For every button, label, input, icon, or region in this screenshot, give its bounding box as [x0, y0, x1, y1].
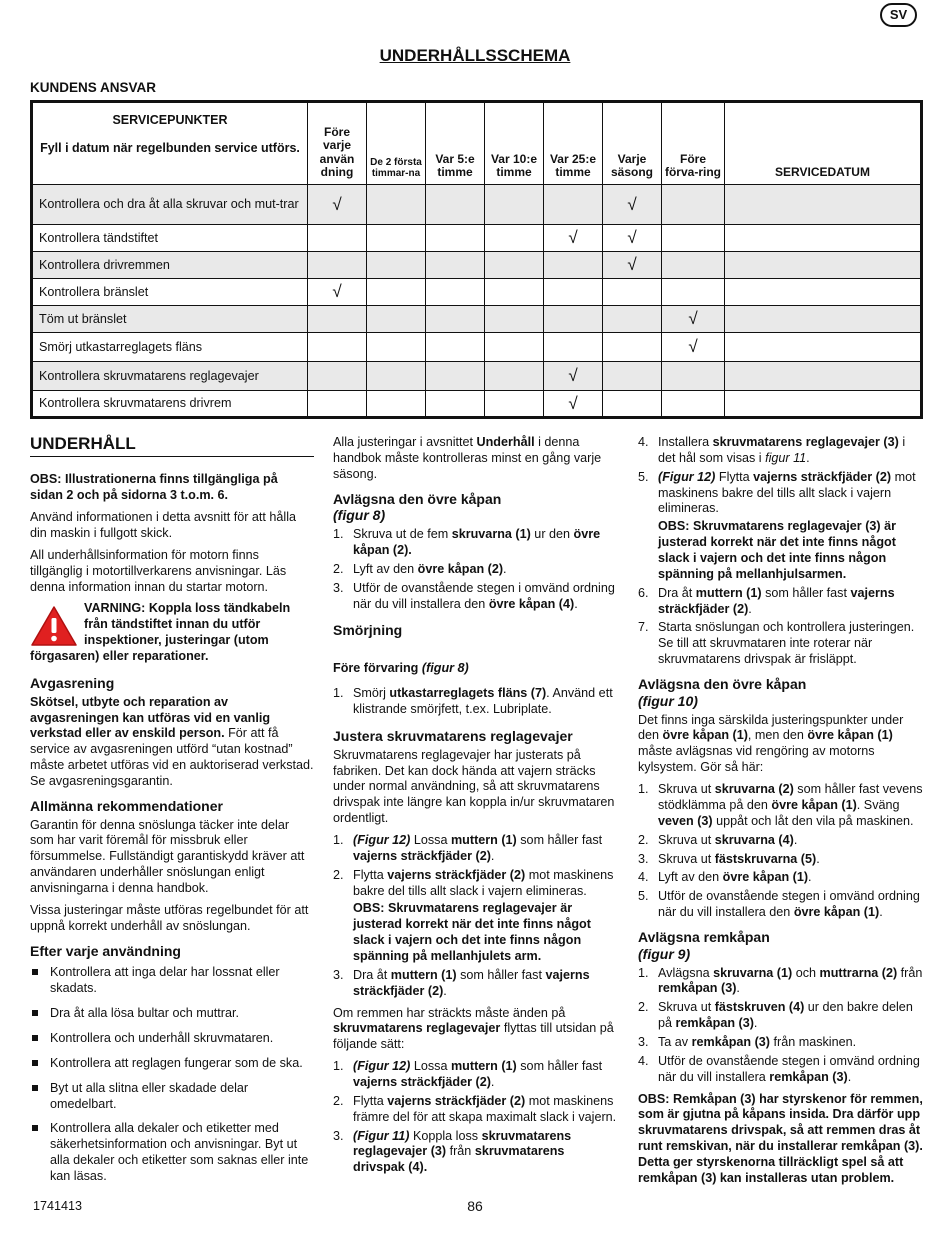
heading-smorjning: Smörjning: [333, 622, 403, 639]
check-cell: √: [544, 225, 603, 252]
section-label: KUNDENS ANSVAR: [30, 80, 157, 95]
check-cell: √: [603, 185, 662, 225]
table-row: [32, 225, 922, 252]
document-code: 1741413: [33, 1199, 83, 1213]
heading-justera-reglagevajer: Justera skruvmatarens reglagevajer: [333, 727, 573, 744]
table-row: [32, 185, 922, 225]
header-col: Var 25:e timme: [544, 102, 603, 185]
list-item: 1. Avlägsna skruvarna (1) och muttrarna (2) från remkåpan (3).: [638, 965, 923, 996]
list-item: 7. Starta snöslungan och kontrollera justeringen. Se till att skruvmataren inte roterar när skruvmatarens drivspak är frisläppt.: [638, 620, 915, 667]
heading-avgasrening: Avgasrening: [30, 674, 115, 691]
service-date-cell: [725, 279, 922, 306]
list-item: 5. Utför de ovanstående stegen i omvänd ordning när du vill installera den övre kåpan (1).: [638, 889, 920, 920]
list-item: 5. (Figur 12) Flytta vajerns sträckfjäder (2) mot maskinens bakre del tills allt slack i vajern elimineras. OBS: Skruvmatarens reglagevajer (3) är justerad korrekt när det inte finns något slack i vajern och det inte finns någon spänning på mellanhjulsarmen.: [638, 469, 916, 581]
header-col: Före förva-ring: [662, 102, 725, 185]
header-col: Varje säsong: [603, 102, 662, 185]
heading-allmanna: Allmänna rekommendationer: [30, 797, 223, 814]
empty-cell: [426, 185, 485, 225]
check-cell: √: [544, 391, 603, 418]
obs-note: OBS: Illustrationerna finns tillgängliga på sidan 2 och på sidorna 3 t.o.m. 6.: [30, 472, 278, 503]
empty-cell: [662, 391, 725, 418]
list-item: 2. Skruva ut fästskruven (4) ur den bakre delen på remkåpan (3).: [638, 1000, 913, 1031]
header-col: De 2 första timmar-na: [367, 102, 426, 185]
obs-note: OBS: Remkåpan (3) har styrskenor för remmen, som är gjutna på kåpans insida. Dra därför upp skruvmatarens drivspak, så att remmen dras åt runt remskivan, när du installerar remkåpan (3). Detta ger styrskenorna tillräckligt spel så att remkåpan (3) kan installeras utan problem.: [638, 1091, 923, 1185]
empty-cell: [485, 252, 544, 279]
empty-cell: [426, 333, 485, 362]
heading-avlagsna-ovre-kapan-2: Avlägsna den övre kåpan (figur 10): [638, 676, 807, 709]
empty-cell: [367, 252, 426, 279]
check-cell: √: [603, 225, 662, 252]
paragraph: Garantin för denna snöslunga täcker inte delar som har varit föremål för missbruk eller försummelse. Fullständigt garantiskydd kräver att användaren underhåller snöslungan enligt anvisningarna i denna handbok.: [30, 817, 305, 896]
page-title: UNDERHÅLLSSCHEMA: [379, 46, 571, 65]
list-item: Kontrollera att reglagen fungerar som de ska.: [30, 1056, 314, 1072]
column-2: [333, 435, 617, 1182]
list-item: Byt ut alla slitna eller skadade delar omedelbart.: [30, 1081, 314, 1113]
list-item: 2. Flytta vajerns sträckfjäder (2) mot maskinens bakre del tills allt slack i vajern elimineras. OBS: Skruvmatarens reglagevajer är justerad korrekt när det inte finns något slack i vajern och det inte finns någon spänning på mellanhjulets arm.: [333, 867, 614, 963]
table-header-row: [32, 102, 922, 185]
paragraph: Om remmen har sträckts måste änden på skruvmatarens reglagevajer flyttas till utsidan på följande sätt:: [333, 1005, 614, 1052]
step-list: [333, 1059, 617, 1176]
step-list: [333, 833, 617, 1000]
empty-cell: [485, 362, 544, 391]
list-item: 4. Lyft av den övre kåpan (1).: [638, 870, 812, 885]
list-item: 3. (Figur 11) Koppla loss skruvmatarens reglagevajer (3) från skruvmatarens drivspak (4).: [333, 1128, 572, 1175]
empty-cell: [426, 306, 485, 333]
paragraph: All underhållsinformation för motorn finns tillgänglig i motortillverkarens anvisningar. Läs denna information innan du startar motorn.: [30, 547, 287, 594]
empty-cell: [426, 391, 485, 418]
empty-cell: [603, 362, 662, 391]
language-badge: SV: [880, 3, 917, 27]
list-item: 1. (Figur 12) Lossa muttern (1) som håller fast vajerns sträckfjäder (2).: [333, 832, 603, 863]
empty-cell: [308, 306, 367, 333]
check-cell: √: [662, 306, 725, 333]
paragraph: Alla justeringar i avsnittet Underhåll i denna handbok måste kontrolleras minst en gång varje säsong.: [333, 435, 602, 481]
warning-text: VARNING: Koppla loss tändkabeln från tändstiftet innan du utför inspektioner, justeringar (utom: [84, 601, 291, 648]
check-cell: √: [544, 362, 603, 391]
empty-cell: [308, 391, 367, 418]
service-date-cell: [725, 333, 922, 362]
step-list: [638, 966, 923, 1086]
paragraph: Skruvmatarens reglagevajer har justerats på fabriken. Det kan dock hända att vajern sträcks under normal användning, så att skruvmatarens drivspak inte längre kan koppla in/ur skruvmataren ordentligt.: [333, 747, 615, 826]
list-item: 4. Utför de ovanstående stegen i omvänd ordning när du vill installera remkåpan (3).: [638, 1053, 920, 1084]
header-col: Var 10:e timme: [485, 102, 544, 185]
empty-cell: [544, 279, 603, 306]
empty-cell: [603, 279, 662, 306]
page-number: 86: [467, 1198, 483, 1214]
check-cell: √: [308, 185, 367, 225]
empty-cell: [544, 185, 603, 225]
empty-cell: [485, 333, 544, 362]
empty-cell: [367, 333, 426, 362]
empty-cell: [603, 333, 662, 362]
service-date-cell: [725, 362, 922, 391]
list-item: 2. Flytta vajerns sträckfjäder (2) mot maskinens främre del för att skapa maximalt slack i vajern.: [333, 1093, 617, 1124]
paragraph: Använd informationen i detta avsnitt för att hålla din maskin i fullgott skick.: [30, 510, 297, 540]
empty-cell: [603, 306, 662, 333]
heading-avlagsna-remkapan: Avlägsna remkåpan (figur 9): [638, 928, 770, 962]
warning-text-end: förgasaren) eller reparationer.: [30, 649, 209, 663]
maintenance-schedule-table: [30, 100, 923, 419]
empty-cell: [485, 185, 544, 225]
table-row: [32, 391, 922, 418]
empty-cell: [426, 225, 485, 252]
row-label: Smörj utkastarreglagets fläns: [32, 333, 308, 362]
header-col: Före varje använ dning: [308, 102, 367, 185]
empty-cell: [367, 391, 426, 418]
check-cell: √: [603, 252, 662, 279]
empty-cell: [662, 279, 725, 306]
list-item: 1. Skruva ut de fem skruvarna (1) ur den övre kåpan (2).: [333, 527, 601, 558]
empty-cell: [603, 391, 662, 418]
list-item: 3. Skruva ut fästskruvarna (5).: [638, 851, 820, 866]
empty-cell: [662, 225, 725, 252]
heading-efter-varje: Efter varje användning: [30, 942, 181, 959]
list-item: 2. Skruva ut skruvarna (4).: [638, 832, 798, 847]
list-item: 3. Ta av remkåpan (3) från maskinen.: [638, 1034, 857, 1049]
row-label: Kontrollera tändstiftet: [32, 225, 308, 252]
empty-cell: [426, 279, 485, 306]
row-label: Kontrollera skruvmatarens reglagevajer: [32, 362, 308, 391]
check-cell: √: [308, 279, 367, 306]
empty-cell: [662, 185, 725, 225]
empty-cell: [308, 225, 367, 252]
list-item: 1. Skruva ut skruvarna (2) som håller fast vevens stödklämma på den övre kåpan (1). Sväng veven (3) uppåt och låt den vila på maskinen.: [638, 782, 923, 828]
list-item: 3. Utför de ovanstående stegen i omvänd ordning när du vill installera den övre kåpan (4).: [333, 580, 615, 611]
empty-cell: [544, 333, 603, 362]
list-item: 3. Dra åt muttern (1) som håller fast vajerns sträckfjäder (2).: [333, 967, 590, 998]
table-row: [32, 252, 922, 279]
service-date-cell: [725, 185, 922, 225]
column-3: [638, 435, 923, 1193]
row-label: Kontrollera och dra åt alla skruvar och mut-trar: [32, 185, 308, 225]
empty-cell: [426, 252, 485, 279]
table-row: [32, 333, 922, 362]
row-label: Töm ut bränslet: [32, 306, 308, 333]
check-cell: √: [662, 333, 725, 362]
empty-cell: [485, 279, 544, 306]
list-item: 6. Dra åt muttern (1) som håller fast vajerns sträckfjäder (2).: [638, 585, 895, 616]
bullet-list: [30, 965, 314, 1184]
empty-cell: [308, 333, 367, 362]
section-heading-underhall: UNDERHÅLL: [30, 433, 314, 457]
list-item: Kontrollera och underhåll skruvmataren.: [30, 1031, 314, 1047]
list-item: Dra åt alla lösa bultar och muttrar.: [30, 1006, 314, 1022]
empty-cell: [367, 306, 426, 333]
list-item: 4. Installera skruvmatarens reglagevajer (3) i det hål som visas i figur 11.: [638, 435, 906, 465]
header-col: Var 5:e timme: [426, 102, 485, 185]
empty-cell: [367, 362, 426, 391]
empty-cell: [308, 362, 367, 391]
header-servicepunkter: SERVICEPUNKTER Fyll i datum när regelbunden service utförs.: [32, 102, 308, 185]
list-item: Kontrollera alla dekaler och etiketter med säkerhetsinformation och anvisningar. Byt ut alla dekaler och etiketter som saknas eller inte kan läsas.: [30, 1121, 314, 1184]
empty-cell: [367, 225, 426, 252]
empty-cell: [367, 279, 426, 306]
paragraph: Vissa justeringar måste utföras regelbundet för att uppnå korrekt underhåll av snöslungan.: [30, 902, 309, 933]
header-servicedatum: SERVICEDATUM: [725, 102, 922, 185]
service-date-cell: [725, 306, 922, 333]
warning-triangle-icon: [30, 605, 78, 647]
heading-avlagsna-ovre-kapan: Avlägsna den övre kåpan (figur 8): [333, 490, 502, 524]
table-row: [32, 279, 922, 306]
row-label: Kontrollera bränslet: [32, 279, 308, 306]
step-list: [638, 782, 923, 921]
service-date-cell: [725, 391, 922, 418]
list-item: 2. Lyft av den övre kåpan (2).: [333, 561, 507, 576]
empty-cell: [426, 362, 485, 391]
empty-cell: [485, 391, 544, 418]
empty-cell: [662, 362, 725, 391]
table-row: [32, 362, 922, 391]
column-1: [30, 433, 314, 1194]
list-item: 1. Smörj utkastarreglagets fläns (7). Använd ett klistrande smörjfett, t.ex. Lubriplate.: [333, 686, 613, 716]
list-item: Kontrollera att inga delar har lossnat eller skadats.: [30, 965, 314, 997]
paragraph: Skötsel, utbyte och reparation av avgasreningen kan utföras vid en vanlig verkstad eller av enskild person. För att få service av avgasreningen utförd “utan kostnad” måste arbetet utföras vid en auktoriserad verkstad. Se avgasreningsgarantin.: [30, 694, 314, 788]
step-list: [333, 527, 617, 612]
step-list: [333, 686, 617, 718]
row-label: Kontrollera skruvmatarens drivrem: [32, 391, 308, 418]
service-date-cell: [725, 225, 922, 252]
service-date-cell: [725, 252, 922, 279]
empty-cell: [485, 306, 544, 333]
empty-cell: [308, 252, 367, 279]
empty-cell: [544, 252, 603, 279]
heading-fore-forvaring: Före förvaring (figur 8): [333, 661, 469, 676]
table-row: [32, 306, 922, 333]
empty-cell: [367, 185, 426, 225]
paragraph: Det finns inga särskilda justeringspunkter under den övre kåpan (1), men den övre kåpan (1) måste avlägsnas vid rengöring av motorns kylsystem. Gör så här:: [638, 712, 904, 775]
row-label: Kontrollera drivremmen: [32, 252, 308, 279]
empty-cell: [485, 225, 544, 252]
step-list: [638, 435, 923, 668]
warning-box: [30, 601, 314, 664]
empty-cell: [662, 252, 725, 279]
list-item: 1. (Figur 12) Lossa muttern (1) som håller fast vajerns sträckfjäder (2).: [333, 1059, 603, 1089]
empty-cell: [544, 306, 603, 333]
